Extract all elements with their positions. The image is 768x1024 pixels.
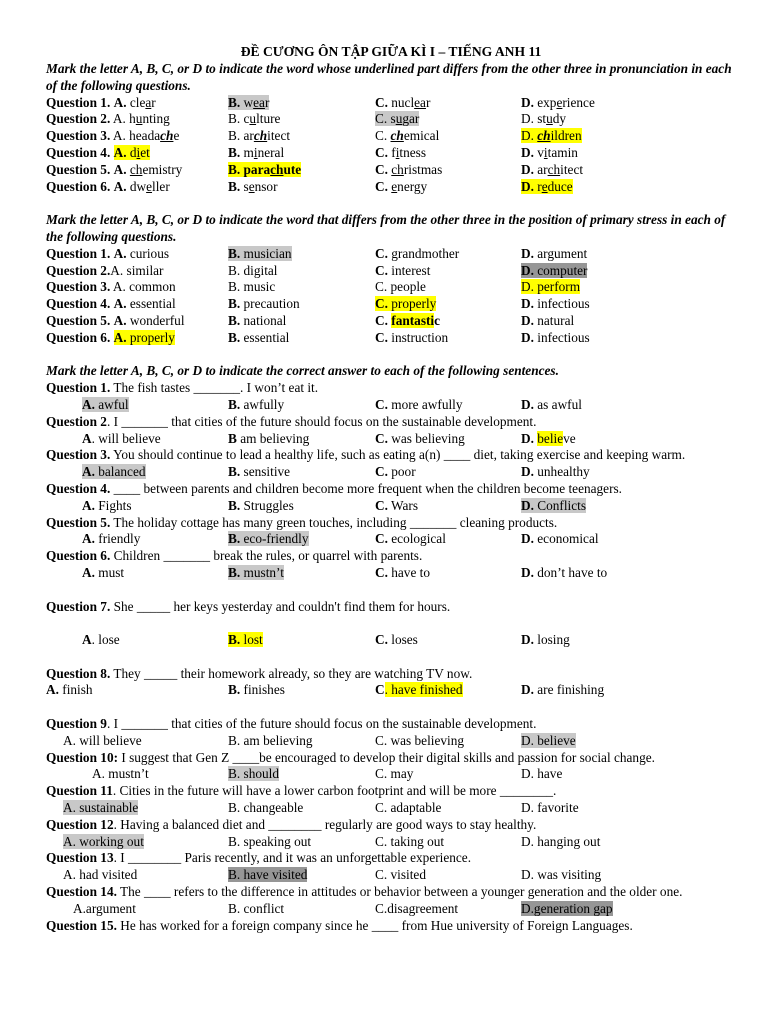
mc-question-15: Question 15. He has worked for a foreign company since he ____ from Hue university of Foreign Languages. xyxy=(46,917,633,933)
correct-answer-instruction: Mark the letter A, B, C, or D to indicate the correct answer to each of the following sentences. xyxy=(46,363,559,379)
mc-options-10: A. mustn’t B. should C. may D. have xyxy=(92,766,563,782)
pron-question-5: Question 5. A. chemistry B. parachute C. christmas D. architect xyxy=(46,161,584,177)
stress-question-3: Question 3. A. common B. music C. people D. perform xyxy=(46,279,581,295)
stress-question-6: Question 6. A. properly B. essential C. instruction D. infectious xyxy=(46,329,590,345)
document-title: ĐỀ CƯƠNG ÔN TẬP GIỮA KÌ I – TIẾNG ANH 11 xyxy=(240,44,542,59)
mc-question-7: Question 7. She _____ her keys yesterday and couldn't find them for hours. xyxy=(46,598,451,614)
mc-question-14: Question 14. The ____ refers to the difference in attitudes or behavior between a younger generation and the older one. xyxy=(46,884,683,900)
mc-options-8: A. finish B. finishes C. have finished D. are finishing xyxy=(46,682,605,698)
mc-options-13: A. had visited B. have visited C. visited D. was visiting xyxy=(63,867,602,883)
mc-options-5: A. friendly B. eco-friendly C. ecological D. economical xyxy=(82,531,599,547)
mc-options-7: A. lose B. lost C. loses D. losing xyxy=(82,632,570,648)
mc-options-6: A. must B. mustn’t C. have to D. don’t have to xyxy=(82,564,608,580)
mc-options-3: A. balanced B. sensitive C. poor D. unhealthy xyxy=(82,464,590,480)
mc-question-8: Question 8. They _____ their homework already, so they are watching TV now. xyxy=(46,665,473,681)
pronunciation-instruction: Mark the letter A, B, C, or D to indicate the word whose underlined part differs from the other three in pronunciation in each of the following questions. xyxy=(46,61,732,93)
stress-instruction: Mark the letter A, B, C, or D to indicate the word that differs from the other three in the position of primary stress in each of the following questions. xyxy=(46,212,726,244)
mc-question-9: Question 9. I _______ that cities of the future should focus on the sustainable development. xyxy=(46,716,537,732)
mc-question-2: Question 2. I _______ that cities of the future should focus on the sustainable development. xyxy=(46,413,537,429)
mc-options-14: A.argument B. conflict C.disagreement D.generation gap xyxy=(73,900,613,916)
mc-question-10: Question 10: I suggest that Gen Z ____be encouraged to develop their digital skills and passion for social change. xyxy=(46,749,655,765)
mc-options-11: A. sustainable B. changeable C. adaptable D. favorite xyxy=(63,800,579,816)
mc-question-6: Question 6. Children _______ break the rules, or quarrel with parents. xyxy=(46,548,423,564)
pron-question-2: Question 2. A. hunting B. culture C. sugar D. study xyxy=(46,111,567,127)
stress-question-1: Question 1. A. curious B. musician C. grandmother D. argument xyxy=(46,245,588,261)
pron-question-4: Question 4. A. diet B. mineral C. fitness D. vitamin xyxy=(46,144,578,160)
mc-options-12: A. working out B. speaking out C. taking out D. hanging out xyxy=(63,833,601,849)
mc-options-1: A. awful B. awfully C. more awfully D. as awful xyxy=(82,396,582,412)
mc-question-5: Question 5. The holiday cottage has many green touches, including _______ cleaning products. xyxy=(46,514,558,530)
stress-question-4: Question 4. A. essential B. precaution C. properly D. infectious xyxy=(46,296,590,312)
mc-question-11: Question 11. Cities in the future will have a lower carbon footprint and will be more ________. xyxy=(46,783,557,799)
mc-question-1: Question 1. The fish tastes _______. I won’t eat it. xyxy=(46,380,319,396)
mc-question-4: Question 4. ____ between parents and children become more frequent when the children become teenagers. xyxy=(46,480,622,496)
document-page xyxy=(46,44,736,934)
pron-question-3: Question 3. A. headache B. architect C. chemical D. children xyxy=(46,128,582,144)
mc-question-13: Question 13. I ________ Paris recently, and it was an unforgettable experience. xyxy=(46,850,472,866)
mc-options-4: A. Fights B. Struggles C. Wars D. Conflicts xyxy=(82,497,587,513)
stress-question-5: Question 5. A. wonderful B. national C. fantastic D. natural xyxy=(46,312,575,328)
mc-options-9: A. will believe B. am believing C. was believing D. believe xyxy=(63,732,576,748)
mc-options-2: A. will believe B am believing C. was believing D. believe xyxy=(82,430,576,446)
mc-question-3: Question 3. You should continue to lead a healthy life, such as eating a(n) ____ diet, taking exercise and keeping warm. xyxy=(46,447,686,463)
mc-question-12: Question 12. Having a balanced diet and ________ regularly are good ways to stay healthy. xyxy=(46,816,537,832)
pron-question-6: Question 6. A. dweller B. sensor C. energy D. reduce xyxy=(46,178,573,194)
stress-question-2: Question 2.A. similar B. digital C. interest D. computer xyxy=(46,262,588,278)
pron-question-1: Question 1. A. clear B. wear C. nuclear D. experience xyxy=(46,94,595,110)
